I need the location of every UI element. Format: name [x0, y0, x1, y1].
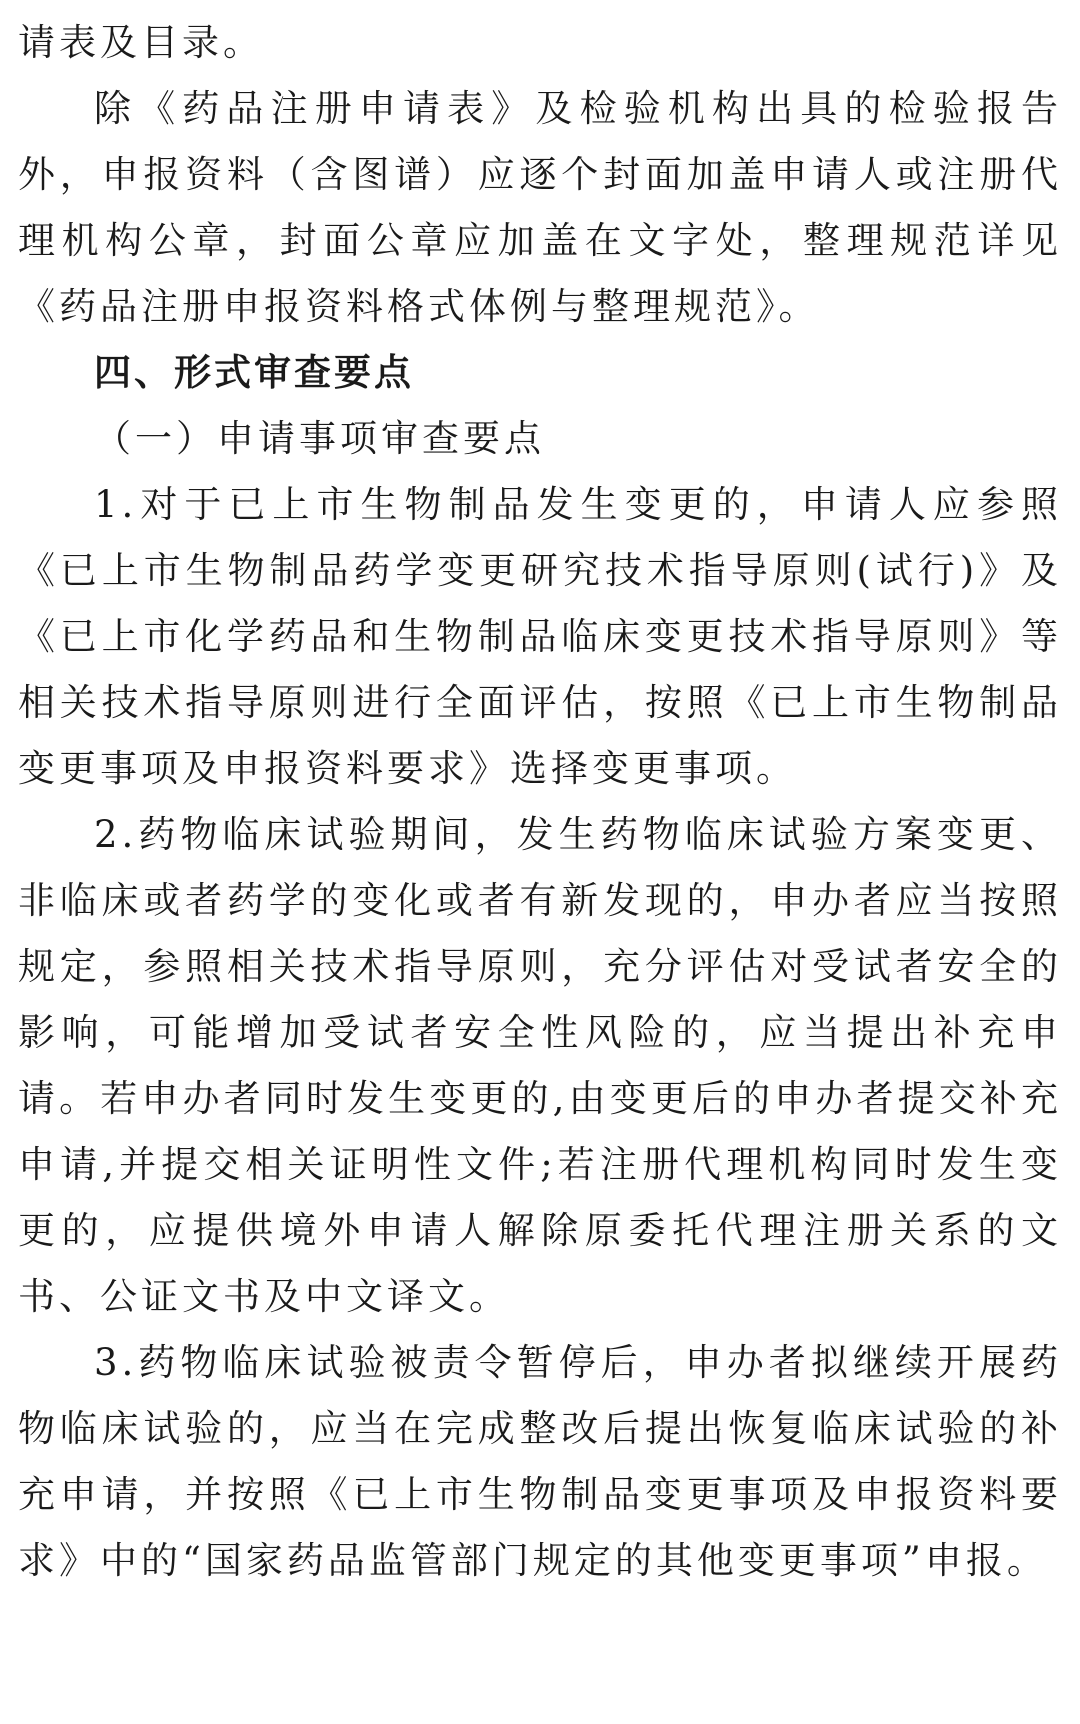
paragraph-item-2: 2.药物临床试验期间，发生药物临床试验方案变更、非临床或者药学的变化或者有新发现的，申办者应当按照规定，参照相关技术指导原则，充分评估对受试者安全的影响，可能增加受试者安全性风险的，应当提出补充申请。若申办者同时发生变更的,由变更后的申办者提交补充申请,并提交相关证明性文件;若注册代理机构同时发生变更的，应提供境外申请人解除原委托代理注册关系的文书、公证文书及中文译文。 — [18, 813, 1062, 1318]
paragraph-item-1: 1.对于已上市生物制品发生变更的，申请人应参照《已上市生物制品药学变更研究技术指导原则(试行)》及《已上市化学药品和生物制品临床变更技术指导原则》等相关技术指导原则进行全面评估，按照《已上市生物制品变更事项及申报资料要求》选择变更事项。 — [18, 483, 1062, 790]
paragraph-seal-requirements: 除《药品注册申请表》及检验机构出具的检验报告外，申报资料（含图谱）应逐个封面加盖申请人或注册代理机构公章，封面公章应加盖在文字处，整理规范详见《药品注册申报资料格式体例与整理规范》。 — [18, 87, 1062, 328]
section-heading-formal-review: 四、形式审查要点 — [94, 351, 414, 394]
subsection-heading-application-items: （一）申请事项审查要点 — [94, 417, 545, 460]
paragraph-item-3: 3.药物临床试验被责令暂停后，申办者拟继续开展药物临床试验的，应当在完成整改后提出恢复临床试验的补充申请，并按照《已上市生物制品变更事项及申报资料要求》中的“国家药品监管部门规定的其他变更事项”申报。 — [18, 1341, 1062, 1582]
paragraph-continuation: 请表及目录。 — [18, 21, 264, 64]
